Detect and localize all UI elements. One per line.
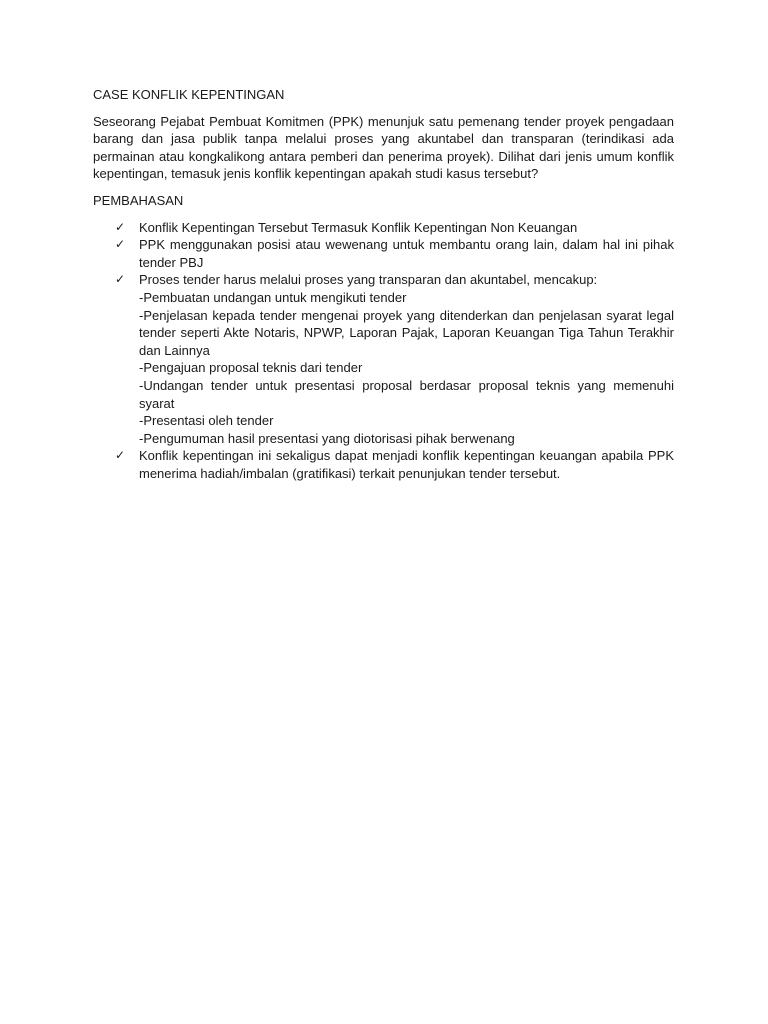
checklist-item-text: Proses tender harus melalui proses yang transparan dan akuntabel, mencakup:	[139, 272, 598, 288]
checklist-item-text: Konflik Kepentingan Tersebut Termasuk Konflik Kepentingan Non Keuangan	[139, 219, 578, 235]
checkmark-icon: ✓	[115, 272, 126, 287]
sub-item: -Penjelasan kepada tender mengenai proyek yang ditenderkan dan penjelasan syarat legal tender seperti Akte Notaris, NPWP, Laporan Pajak, Laporan Keuangan Tiga Tahun Terakhir dan Lainnya	[139, 307, 674, 358]
checkmark-icon: ✓	[115, 448, 126, 463]
checkmark-icon: ✓	[115, 219, 126, 234]
checklist-item	[93, 447, 674, 482]
document-title: CASE KONFLIK KEPENTINGAN	[93, 87, 285, 102]
document-page	[93, 86, 674, 482]
checklist-item	[93, 271, 674, 447]
checklist-item	[93, 236, 674, 271]
sub-item: -Pengumuman hasil presentasi yang diotorisasi pihak berwenang	[139, 430, 515, 446]
sub-item: -Pengajuan proposal teknis dari tender	[139, 360, 363, 376]
checklist-item-text: Konflik kepentingan ini sekaligus dapat menjadi konflik kepentingan keuangan apabila PPK menerima hadiah/imbalan (gratifikasi) terkait penunjukan tender tersebut.	[139, 448, 674, 481]
sub-item: -Presentasi oleh tender	[139, 413, 274, 429]
sub-item: -Undangan tender untuk presentasi proposal berdasar proposal teknis yang memenuhi syarat	[139, 377, 674, 411]
checklist-item-text: PPK menggunakan posisi atau wewenang untuk membantu orang lain, dalam hal ini pihak tender PBJ	[139, 237, 674, 270]
checkmark-icon: ✓	[115, 237, 126, 252]
case-paragraph: Seseorang Pejabat Pembuat Komitmen (PPK) menunjuk satu pemenang tender proyek pengadaan barang dan jasa publik tanpa melalui proses yang akuntabel dan transparan (terindikasi ada permainan atau kongkalikong antara pemberi dan penerima proyek). Dilihat dari jenis umum konflik kepentingan, temasuk jenis konflik kepentingan apakah studi kasus tersebut?	[93, 113, 674, 182]
sub-item: -Pembuatan undangan untuk mengikuti tender	[139, 289, 407, 305]
checklist-item	[93, 219, 674, 237]
section-heading: PEMBAHASAN	[93, 192, 184, 208]
checklist	[93, 219, 674, 483]
